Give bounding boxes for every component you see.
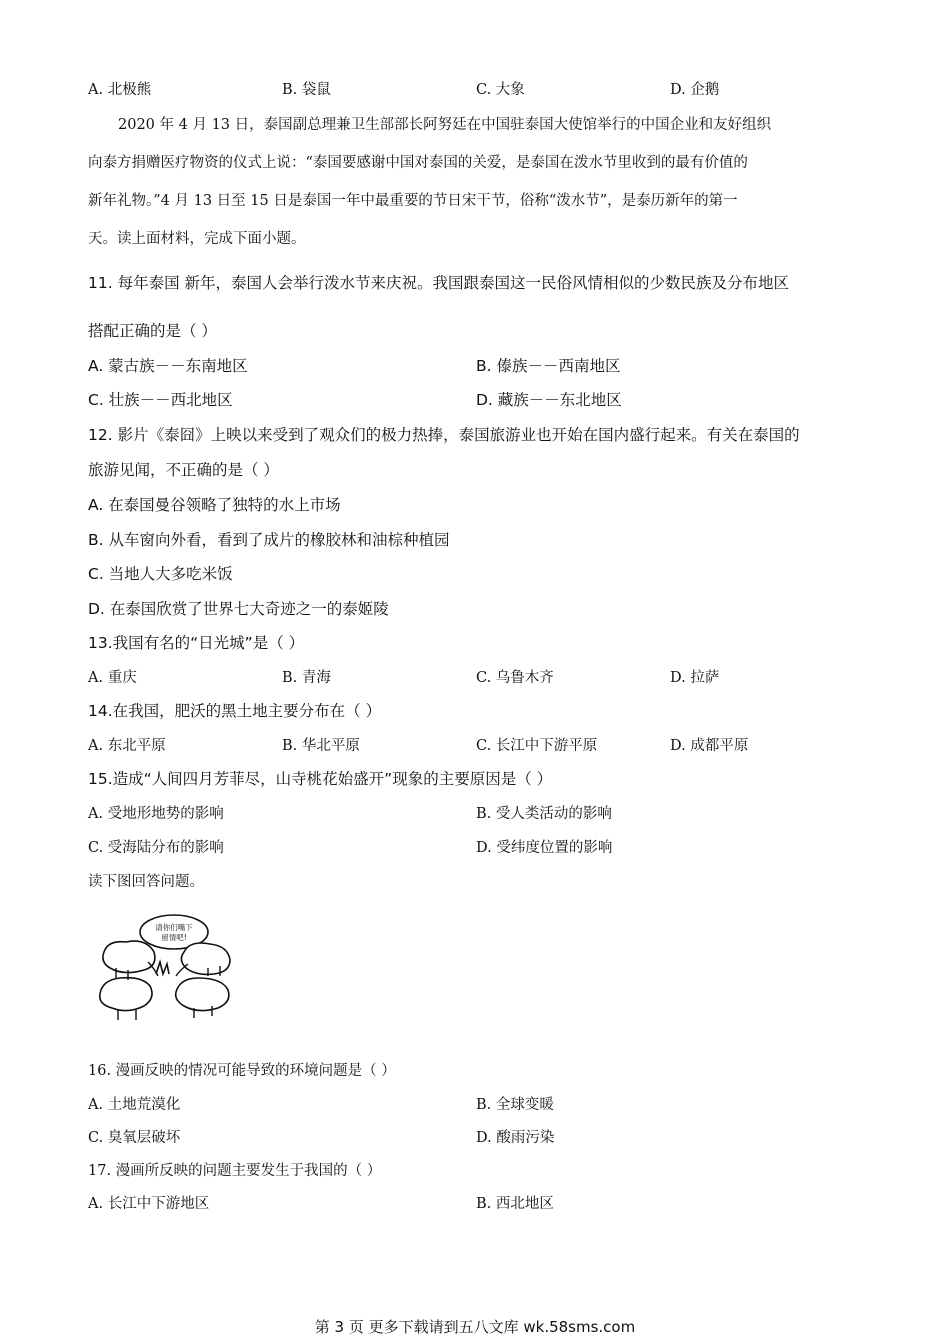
q10-option-b: B. 袋鼠 (282, 82, 331, 98)
q17-stem: 17. 漫画所反映的问题主要发生于我国的（ ） (88, 1163, 382, 1179)
q11-option-b: B. 傣族－－西南地区 (476, 357, 621, 375)
q16-stem: 16. 漫画反映的情况可能导致的环境问题是（ ） (88, 1063, 396, 1079)
q14-option-a: A. 东北平原 (88, 738, 166, 754)
q10-option-c: C. 大象 (476, 82, 525, 98)
q12-option-c: C. 当地人大多吃米饭 (88, 565, 233, 583)
q11-option-a: A. 蒙古族－－东南地区 (88, 357, 248, 375)
q11-option-d: D. 藏族－－东北地区 (476, 391, 622, 409)
q16-option-d: D. 酸雨污染 (476, 1130, 555, 1146)
q16-option-b: B. 全球变暖 (476, 1097, 554, 1113)
q14-option-d: D. 成都平原 (670, 738, 749, 754)
sheep-grazing-cartoon (96, 912, 236, 1024)
q12-option-d: D. 在泰国欣赏了世界七大奇迹之一的泰姬陵 (88, 600, 389, 618)
q12-stem-line-2: 旅游见闻，不正确的是（ ） (88, 461, 279, 479)
q17-option-a: A. 长江中下游地区 (88, 1196, 210, 1212)
q17-option-b: B. 西北地区 (476, 1196, 554, 1212)
q13-stem: 13.我国有名的“日光城”是（ ） (88, 634, 305, 652)
q13-option-d: D. 拉萨 (670, 670, 720, 686)
passage-line-3: 新年礼物。”4 月 13 日至 15 日是泰国一年中最重要的节日宋干节，俗称“泼水节”，是泰历新年的第一 (88, 193, 738, 209)
q15-option-d: D. 受纬度位置的影响 (476, 840, 613, 856)
q16-option-c: C. 臭氧层破坏 (88, 1130, 181, 1146)
q14-stem: 14.在我国，肥沃的黑土地主要分布在（ ） (88, 702, 382, 720)
q14-option-c: C. 长江中下游平原 (476, 738, 598, 754)
q11-stem-line-2: 搭配正确的是（ ） (88, 322, 217, 340)
q12-stem-line-1: 12. 影片《泰囧》上映以来受到了观众们的极力热捧，泰国旅游业也开始在国内盛行起来。有关在泰国的 (88, 426, 800, 444)
q12-option-b: B. 从车窗向外看，看到了成片的橡胶林和油棕种植园 (88, 531, 450, 549)
q15-option-b: B. 受人类活动的影响 (476, 806, 612, 822)
q10-option-d: D. 企鹅 (670, 82, 720, 98)
cartoon-bubble-line-1: 请你们嘴下 (155, 923, 193, 932)
q11-stem-line-1: 11. 每年泰国 新年，泰国人会举行泼水节来庆祝。我国跟泰国这一民俗风情相似的少数民族及分布地区 (88, 274, 790, 292)
passage-line-1: 2020 年 4 月 13 日，泰国副总理兼卫生部部长阿努廷在中国驻泰国大使馆举行的中国企业和友好组织 (118, 117, 772, 133)
q13-option-a: A. 重庆 (88, 670, 137, 686)
read-figure-prompt: 读下图回答问题。 (88, 874, 204, 890)
q11-option-c: C. 壮族－－西北地区 (88, 391, 233, 409)
q10-option-a: A. 北极熊 (88, 82, 152, 98)
cartoon-bubble-line-2: 留情吧! (161, 933, 187, 942)
q15-option-a: A. 受地形地势的影响 (88, 806, 224, 822)
q15-option-c: C. 受海陆分布的影响 (88, 840, 224, 856)
q13-option-c: C. 乌鲁木齐 (476, 670, 554, 686)
q16-option-a: A. 土地荒漠化 (88, 1097, 181, 1113)
page-footer: 第 3 页 更多下载请到五八文库 wk.58sms.com (314, 1318, 636, 1336)
passage-line-4: 天。读上面材料，完成下面小题。 (88, 231, 306, 247)
q13-option-b: B. 青海 (282, 670, 331, 686)
q12-option-a: A. 在泰国曼谷领略了独特的水上市场 (88, 496, 341, 514)
q14-option-b: B. 华北平原 (282, 738, 360, 754)
q15-stem: 15.造成“人间四月芳菲尽，山寺桃花始盛开”现象的主要原因是（ ） (88, 770, 553, 788)
passage-line-2: 向泰方捐赠医疗物资的仪式上说：“泰国要感谢中国对泰国的关爱，是泰国在泼水节里收到的最有价值的 (88, 155, 748, 171)
